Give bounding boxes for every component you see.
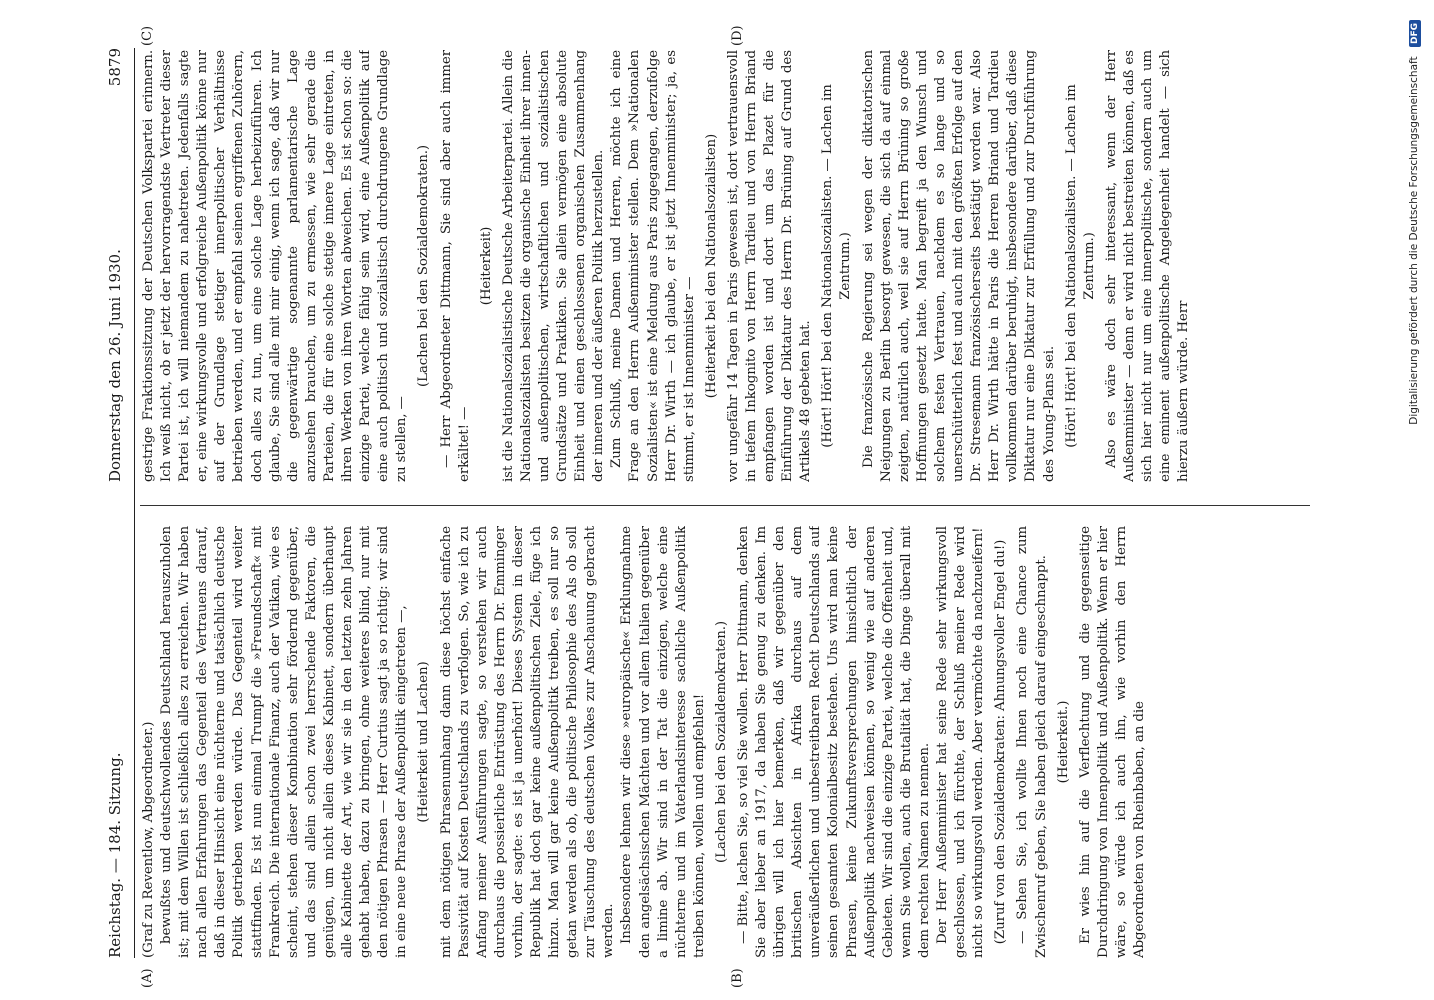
interjection: (Heiterkeit.)	[1055, 700, 1071, 784]
paragraph: Die französische Regierung sei wegen der diktatorischen Neigungen zu Berlin besorgt gewesen, die sich da auf einmal zeigten, natürlich auch, weil sie auf Herrn Brüning so große Hoffnungen gesetzt hatte. Man begreift ja den Wunsch und solchem festen Vertrauen, nachdem es so lange und so unerschütterlich fest und auch mit den größten Erfolge auf den Dr. Stresemann französischerseits bestätigt worden war. Also Herr Dr. Wirth hätte in Paris die Herren Briand und Tardieu vollkommen darüber beruhigt, insbesondere darüber, daß diese Diktatur nur eine Diktatur zur Erfüllung und zur Durchführung des Young-Plans sei.	[860, 50, 1057, 482]
interjection: (Heiterkeit und Lachen)	[416, 661, 432, 823]
page-body	[140, 25, 1310, 988]
margin-letter-c: (C)	[140, 25, 155, 46]
margin-letter-d: (D)	[730, 25, 745, 46]
page-number: 5879	[106, 48, 124, 87]
paragraph: mit dem nötigen Phrasenumhang dann diese höchst einfache Passivität auf Kosten Deutschlands zu verfolgen. So, wie ich zu Anfang meiner Ausführungen sagte, so verstehen wir auch durchaus die possierliche Entrüstung des Herrn Dr. Emminger vorhin, der sagte: es ist ja unerhört! Dieses System in dieser Republik hat doch gar keine außenpolitischen Ziele, füge ich hinzu. Man will gar keine Außenpolitik treiben, es soll nur so getan werden als ob, die politische Philosophie des Als ob soll zur Täuschung des deutschen Volkes zur Anschauung gebracht werden.	[438, 526, 617, 958]
paragraph: Der Herr Außenminister hat seine Rede sehr wirkungsvoll geschlossen, und ich fürchte, der Schluß meiner Rede wird nicht so wirkungsvoll werden. Aber vermöchte da nachzueifern!	[935, 526, 987, 958]
margin-letter-b: (B)	[730, 968, 745, 988]
paragraph: Insbesondere lehnen wir diese »europäische« Erklungnahme den angelsächsischen Mächten und vor allem Italien gegenüber a limine ab. Wir sind in der Tat die einzigen, welche eine nüchterne und im Vaterlandsinteresse sachliche Außenpolitik treiben können, wollen und empfehlen!	[619, 526, 707, 958]
digitization-credit	[1408, 20, 1428, 1000]
dfg-logo: DFG	[1409, 20, 1421, 47]
paragraph: — Sehen Sie, ich wollte Ihnen noch eine Chance zum Zwischenruf geben, Sie haben gleich darauf eingeschnappt.	[1015, 526, 1049, 958]
paragraph: — Bitte, lachen Sie, so viel Sie wollen. Herr Dittmann, denken Sie aber lieber an 1917, da haben Sie genug zu denken. Im übrigen will ich hier bemerken, daß wir gegenüber den britischen Absichten in Afrika durchaus auf dem unveräußerlichen und unbestreitbaren Recht Deutschlands auf seinen gesamten Kolonialbesitz bestehen. Uns wird man keine Phrasen, keine Zukunftsversprechungen hinsichtlich der Außenpolitik nachweisen können, so wenig wie auf anderen Gebieten. Wir sind die einzige Partei, welche die Offenheit und, wenn Sie wollen, auch die Brutalität hat, die Dinge überall mit dem rechten Namen zu nennen.	[736, 526, 932, 958]
digitization-note: Digitalisierung gefördert durch die Deutsche Forschungsgemeinschaft	[1408, 56, 1420, 425]
column-divider	[140, 505, 1310, 506]
interjection: (Hört! Hört! bei den Nationalsozialisten. — Lachen im Zentrum.)	[820, 84, 854, 448]
interjection: (Heiterkeit)	[478, 226, 494, 306]
header-left: Reichstag. — 184. Sitzung.	[106, 752, 124, 958]
interjection: (Lachen bei den Sozialdemokraten.)	[713, 620, 729, 864]
margin-letter-a: (A)	[140, 968, 155, 988]
right-column	[140, 50, 1310, 482]
newspaper-page	[100, 25, 1310, 988]
paragraph: (Graf zu Reventlow, Abgeordneter.)	[141, 721, 156, 958]
paragraph: Zum Schluß, meine Damen und Herren, möchte ich eine Frage an den Herrn Außenminister stellen. Dem »Nationalen Sozialisten« ist eine Meldung aus Paris zugegangen, derzufolge Herr Dr. Wirth — ich glaube, er ist jetzt Innenminister; ja, es stimmt, er ist Innenminister —	[609, 50, 697, 482]
paragraph: — Herr Abgeordneter Dittmann, Sie sind aber auch immer erkältet! —	[438, 50, 472, 482]
paragraph: gestrige Fraktionssitzung der Deutschen Volkspartei erinnern. Ich weiß nicht, ob er jetzt der hervorragendste Vertreter dieser Partei ist, ich will niemandem zu nahetreten. Jedenfalls sagte er, eine wirkungsvolle und erfolgreiche Außenpolitik könne nur auf der Grundlage stetiger innerpolitischer Verhältnisse betrieben werden, und er empfahl seinen ergriffenen Zuhörern, doch alles zu tun, um eine solche Lage herbeizuführen. Ich glaube, Sie sind alle mit mir einig, wenn ich sage, daß wir nur die gegenwärtige sogenannte parlamentarische Lage anzusehen brauchen, um zu ermessen, wie sehr gerade die Parteien, die für eine solche stetige innere Lage eintreten, in ihren Werken von ihren Worten abweichen. Es ist schon so: die einzige Partei, welche fähig sein wird, eine Außenpolitik auf eine auch politisch und sozialistisch durchdrungene Grundlage zu stellen, —	[141, 50, 410, 482]
paragraph: bewußtes und deutschwollendes Deutschland herauszuholen ist; mit dem Willen ist schließlich alles zu erreichen. Wir haben nach allen Erfahrungen das Gegenteil des Vertrauens darauf, daß in dieser Hinsicht eine nüchterne und tatsächlich deutsche Politik getrieben werden würde. Das Gegenteil wird weiter stattfinden. Es ist nun einmal Trumpf die »Freundschaft« mit Frankreich. Die internationale Finanz, auch der Vatikan, wie es scheint, stehen dieser Kombination sehr fördernd gegenüber, und das sind allein schon zwei herrschende Faktoren, die genügen, um nicht allein dieses Kabinett, sondern überhaupt alle Kabinette der Art, wie wir sie in den letzten zehn Jahren gehabt haben, dazu zu bringen, ohne weiteres blind, nur mit den nötigen Phrasen — Herr Curtius sagt ja so richtig: wir sind in eine neue Phrase der Außenpolitik eingetreten —,	[159, 526, 410, 958]
paragraph: vor ungefähr 14 Tagen in Paris gewesen ist, dort vertrauensvoll in tiefem Inkognito von Herrn Tardieu und von Herrn Briand empfangen worden ist und dort um das Plazet für die Einführung der Diktatur des Herrn Dr. Brüning auf Grund des Artikels 48 gebeten hat.	[725, 50, 814, 482]
interjection: (Lachen bei den Sozialdemokraten.)	[416, 144, 432, 388]
paragraph: Er wies hin auf die Verflechtung und die gegenseitige Durchdringung von Innenpolitik und Außenpolitik. Wenn er hier wäre, so würde ich auch ihn, wie vorhin den Herrn Abgeordneten von Rheinbaben, an die	[1077, 526, 1147, 958]
paragraph: ist die Nationalsozialistische Deutsche Arbeiterpartei. Allein die Nationalsozialisten besitzen die organische Einheit ihrer innen- und außenpolitischen, wirtschaftlichen und sozialistischen Grundsätze und Praktiken. Sie allein vermögen eine absolute Einheit und einen geschlossenen organischen Zusammenhang der inneren und der äußeren Politik herzustellen.	[500, 50, 607, 482]
interjection: (Zuruf von den Sozialdemokraten: Ahnungsvoller Engel du!)	[993, 539, 1009, 945]
page-header	[100, 48, 135, 958]
interjection: (Hört! Hört! bei den Nationalsozialisten. — Lachen im Zentrum.)	[1063, 84, 1097, 448]
header-center: Donnerstag den 26. Juni 1930.	[106, 249, 124, 482]
left-column	[140, 526, 1310, 958]
interjection: (Heiterkeit bei den Nationalsozialisten)	[703, 133, 719, 399]
paragraph: Also es wäre doch sehr interessant, wenn der Herr Außenminister — denn er wird nicht bestreiten können, daß es sich hier nicht nur um eine innerpolitische, sondern auch um eine eminent außenpolitische Angelegenheit handelt — sich hierzu äußern würde. Herr	[1103, 50, 1192, 482]
